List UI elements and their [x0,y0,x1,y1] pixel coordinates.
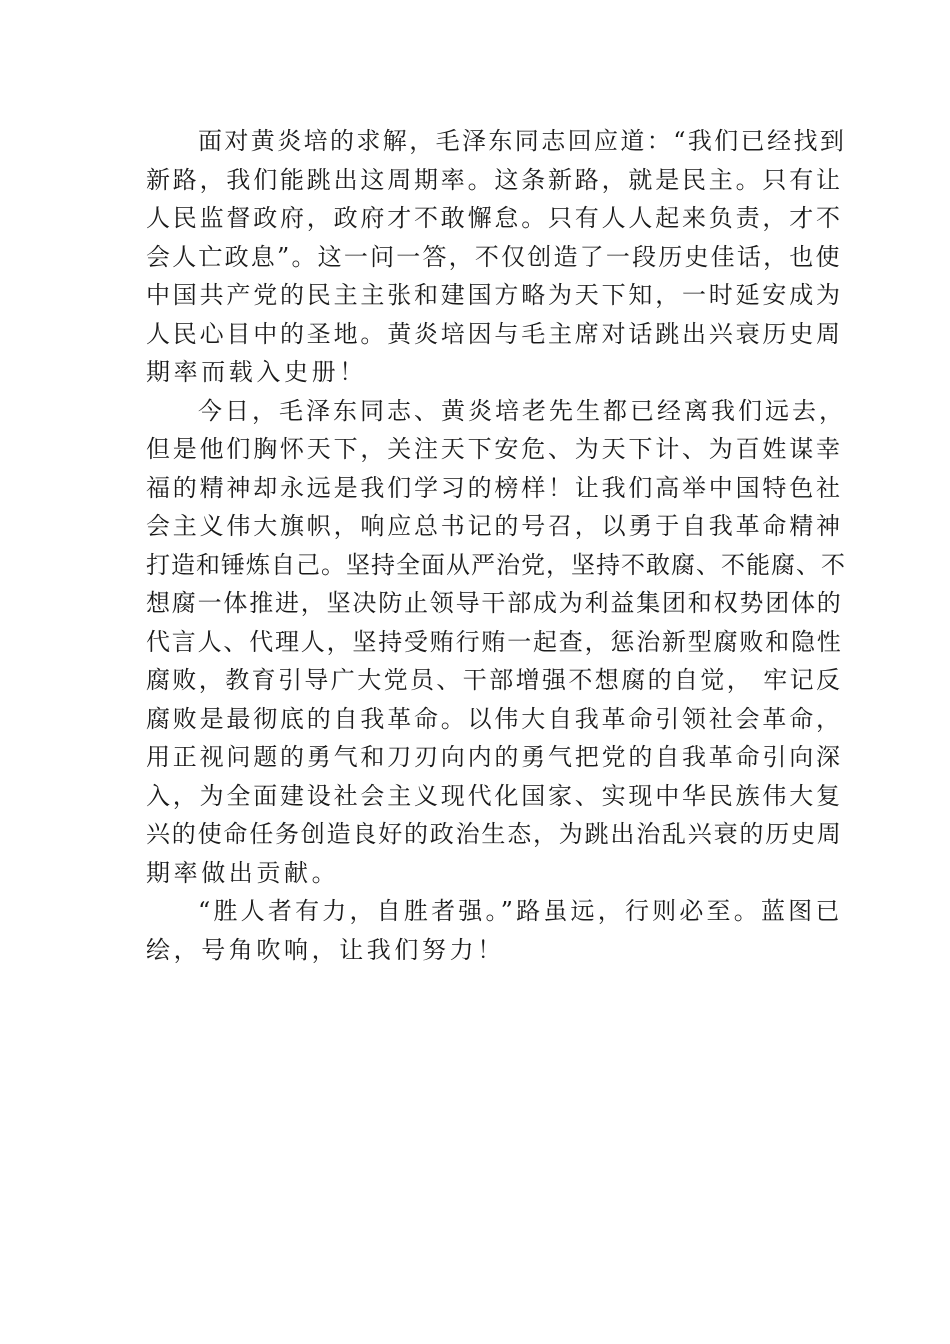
text-line: 中国共产党的民主主张和建国方略为天下知，一时延安成为 [146,281,843,309]
paragraph-3 [146,892,846,969]
paragraph-1 [146,122,846,392]
text-line: 福的精神却永远是我们学习的榜样！让我们高举中国特色社 [146,473,843,502]
text-line: “胜人者有力，自胜者强。”路虽远，行则必至。蓝图已 [198,897,843,925]
text-line: 腐败，教育引导广大党员、干部增强不想腐的自觉， 牢记反 [146,666,843,694]
paragraph-2 [146,392,846,893]
text-line: 人民监督政府，政府才不敢懈怠。只有人人起来负责，才不 [146,204,843,232]
text-line: 代言人、代理人，坚持受贿行贿一起查，惩治新型腐败和隐性 [146,627,843,656]
text-line: 新路，我们能跳出这周期率。这条新路，就是民主。只有让 [146,165,843,194]
text-line: 会主义伟大旗帜，响应总书记的号召，以勇于自我革命精神 [146,512,843,540]
text-line: 想腐一体推进，坚决防止领导干部成为利益集团和权势团体的 [146,589,843,617]
text-line: 绘，号角吹响，让我们努力！ [146,935,505,964]
text-line: 人民心目中的圣地。黄炎培因与毛主席对话跳出兴衰历史周 [146,319,843,348]
body-text [146,122,846,969]
text-line: 用正视问题的勇气和刀刃向内的勇气把党的自我革命引向深 [146,743,843,771]
text-line: 今日，毛泽东同志、黄炎培老先生都已经离我们远去， [198,396,846,425]
text-line: 但是他们胸怀天下，关注天下安危、为天下计、为百姓谋幸 [146,435,843,463]
text-line: 腐败是最彻底的自我革命。以伟大自我革命引领社会革命， [146,704,843,733]
text-line: 会人亡政息”。这一问一答，不仅创造了一段历史佳话，也使 [146,242,842,271]
text-line: 打造和锤炼自己。坚持全面从严治党，坚持不敢腐、不能腐、不 [146,550,846,579]
text-line: 兴的使命任务创造良好的政治生态，为跳出治乱兴衰的历史周 [146,820,843,848]
text-line: 面对黄炎培的求解，毛泽东同志回应道：“我们已经找到 [198,127,847,155]
text-line: 期率做出贡献。 [146,858,340,887]
text-line: 入，为全面建设社会主义现代化国家、实现中华民族伟大复 [146,781,843,810]
text-line: 期率而载入史册！ [146,358,367,386]
